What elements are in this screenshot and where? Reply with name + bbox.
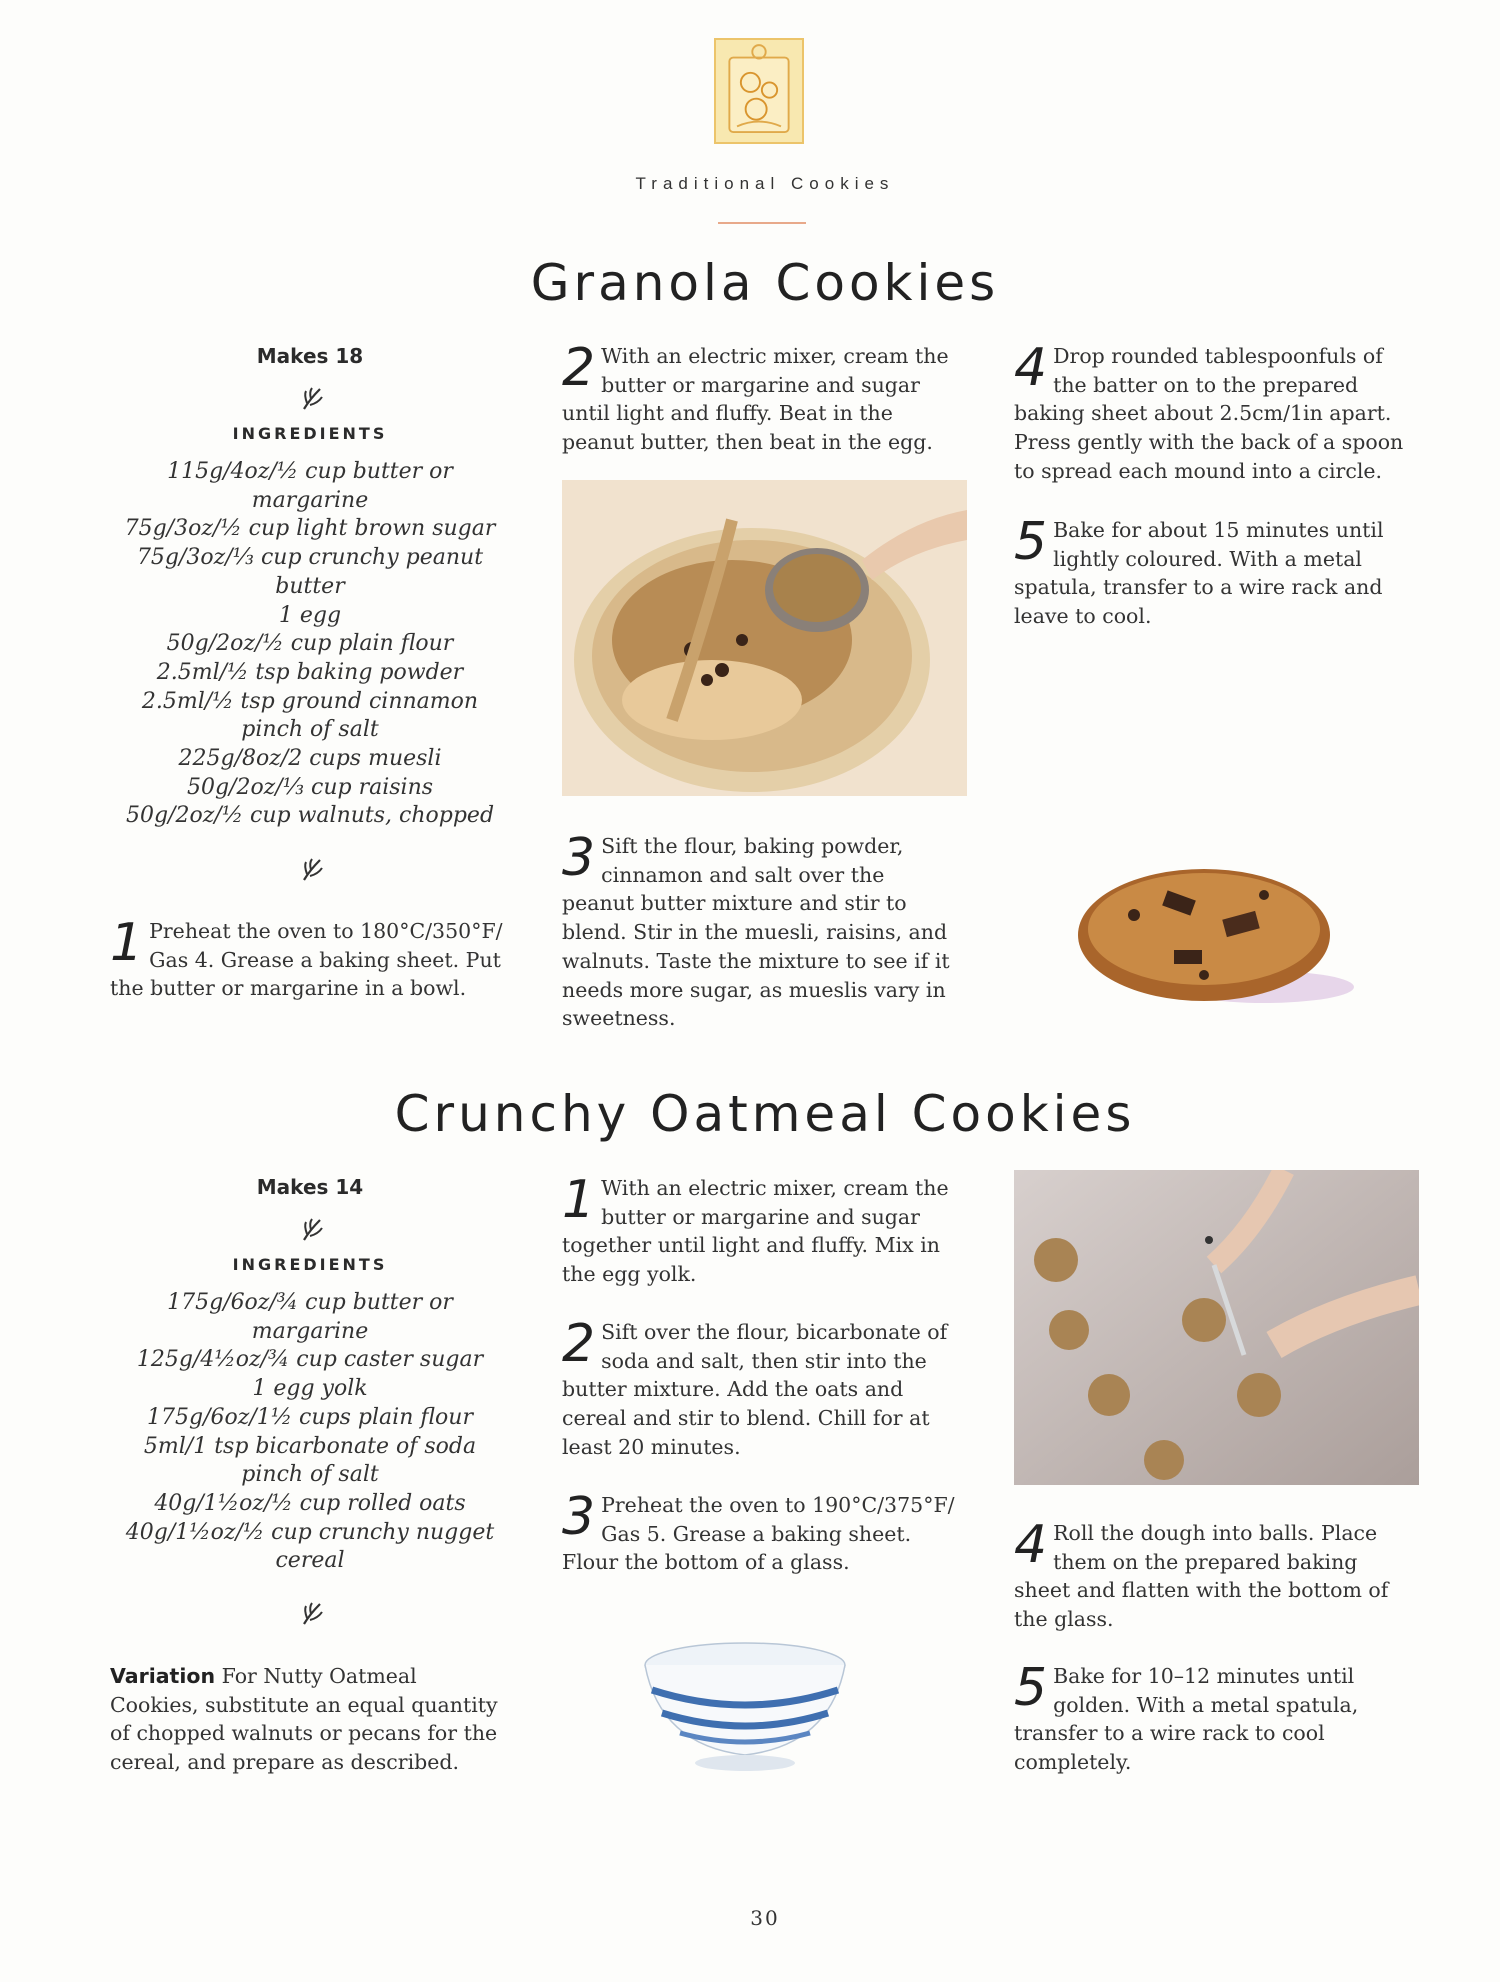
step-text: Preheat the oven to 190°C/375°F/ Gas 5. Grease a baking sheet. Flour the bottom of a glass. [562, 1493, 955, 1575]
step-text: Bake for 10–12 minutes until golden. With a metal spatula, transfer to a wire rack to cool completely. [1014, 1664, 1359, 1775]
step-number: 2 [562, 1314, 596, 1374]
step-2-oatmeal [562, 1314, 962, 1462]
ingredient-item: 175g/6oz/1½ cups plain flour [147, 1404, 473, 1430]
ingredient-item: 175g/6oz/¾ cup butter or margarine [167, 1290, 453, 1344]
ingredient-item: 5ml/1 tsp bicarbonate of soda [143, 1433, 477, 1459]
ingredient-item: pinch of salt [241, 717, 379, 743]
step-3-oatmeal [562, 1487, 962, 1577]
step-number: 1 [110, 913, 144, 973]
ingredient-item: 2.5ml/½ tsp baking powder [156, 659, 464, 685]
ingredient-item: 75g/3oz/⅓ cup crunchy peanut butter [136, 545, 484, 599]
variation-label: Variation [110, 1664, 216, 1688]
ingredients-heading: INGREDIENTS [232, 1255, 388, 1274]
step-number: 3 [562, 1487, 596, 1547]
step-number: 5 [1014, 1658, 1048, 1718]
section-label: Traditional Cookies [635, 174, 895, 193]
wheat-sprig-icon [300, 1600, 324, 1626]
step-number: 1 [562, 1170, 596, 1230]
ingredient-item: 40g/1½oz/½ cup rolled oats [154, 1490, 466, 1516]
ingredient-item: 125g/4½oz/¾ cup caster sugar [136, 1347, 484, 1373]
ingredient-item: 1 egg [278, 602, 342, 628]
step-4-granola [1014, 338, 1414, 486]
variation-note [110, 1662, 510, 1777]
accent-rule [718, 222, 806, 224]
wheat-sprig-icon [300, 856, 324, 882]
striped-bowl-illustration [640, 1635, 850, 1775]
step-text: Roll the dough into balls. Place them on the prepared baking sheet and flatten with the bottom of the glass. [1014, 1521, 1389, 1632]
step-text: With an electric mixer, cream the butter or margarine and sugar together until light and fluffy. Mix in the egg yolk. [562, 1176, 949, 1287]
step-5-granola [1014, 512, 1414, 631]
makes-count: Makes 14 [256, 1175, 364, 1199]
step-5-oatmeal [1014, 1658, 1414, 1777]
ingredient-item: 115g/4oz/½ cup butter or margarine [167, 459, 453, 513]
ingredients-list-oatmeal [110, 1289, 510, 1576]
mixing-bowl-photo [562, 480, 967, 796]
variation-text: For Nutty Oatmeal Cookies, substitute an equal quantity of chopped walnuts or pecans for the cereal, and prepare as described. [110, 1664, 498, 1775]
recipe-title-oatmeal: Crunchy Oatmeal Cookies [394, 1085, 1136, 1143]
step-number: 2 [562, 338, 596, 398]
step-text: Sift the flour, baking powder, cinnamon and salt over the peanut butter mixture and stir to blend. Stir in the muesli, raisins, and walnuts. Taste the mixture to see if it needs more sugar, as mueslis vary in sweetness. [562, 834, 950, 1031]
step-3-granola [562, 828, 962, 1033]
step-2-granola [562, 338, 962, 457]
step-number: 4 [1014, 338, 1048, 398]
book-logo-icon [714, 38, 804, 144]
granola-cookie-illustration [1064, 855, 1360, 1015]
step-number: 4 [1014, 1515, 1048, 1575]
page-number: 30 [750, 1906, 780, 1930]
step-text: Bake for about 15 minutes until lightly coloured. With a metal spatula, transfer to a wire rack and leave to cool. [1014, 518, 1384, 629]
ingredients-list-granola [110, 458, 510, 831]
makes-count: Makes 18 [256, 344, 364, 368]
step-text: Preheat the oven to 180°C/350°F/ Gas 4. Grease a baking sheet. Put the butter or margarine in a bowl. [110, 919, 503, 1001]
step-1-oatmeal [562, 1170, 962, 1289]
ingredient-item: 50g/2oz/⅓ cup raisins [186, 774, 434, 800]
step-text: Drop rounded tablespoonfuls of the batter on to the prepared baking sheet about 2.5cm/1in apart. Press gently with the back of a spoon to spread each mound into a circle. [1014, 344, 1404, 483]
ingredient-item: 50g/2oz/½ cup walnuts, chopped [125, 803, 495, 829]
wheat-sprig-icon [300, 385, 324, 411]
ingredient-item: 50g/2oz/½ cup plain flour [166, 631, 454, 657]
step-number: 5 [1014, 512, 1048, 572]
wheat-sprig-icon [300, 1216, 324, 1242]
step-text: With an electric mixer, cream the butter or margarine and sugar until light and fluffy. Beat in the peanut butter, then beat in the egg. [562, 344, 949, 455]
ingredient-item: pinch of salt [241, 1462, 379, 1488]
ingredient-item: 75g/3oz/½ cup light brown sugar [124, 516, 496, 542]
ingredient-item: 2.5ml/½ tsp ground cinnamon [141, 688, 479, 714]
step-number: 3 [562, 828, 596, 888]
ingredient-item: 40g/1½oz/½ cup crunchy nugget cereal [125, 1519, 495, 1574]
ingredients-heading: INGREDIENTS [232, 424, 388, 443]
recipe-title-granola: Granola Cookies [530, 254, 1000, 312]
step-4-oatmeal [1014, 1515, 1414, 1634]
step-1-granola [110, 913, 510, 1003]
ingredient-item: 1 egg yolk [252, 1376, 368, 1402]
step-text: Sift over the flour, bicarbonate of soda and salt, then stir into the butter mixture. Add the oats and cereal and stir to blend. Chill for at least 20 minutes. [562, 1320, 948, 1459]
ingredient-item: 225g/8oz/2 cups muesli [178, 746, 442, 772]
baking-sheet-photo [1014, 1170, 1419, 1485]
